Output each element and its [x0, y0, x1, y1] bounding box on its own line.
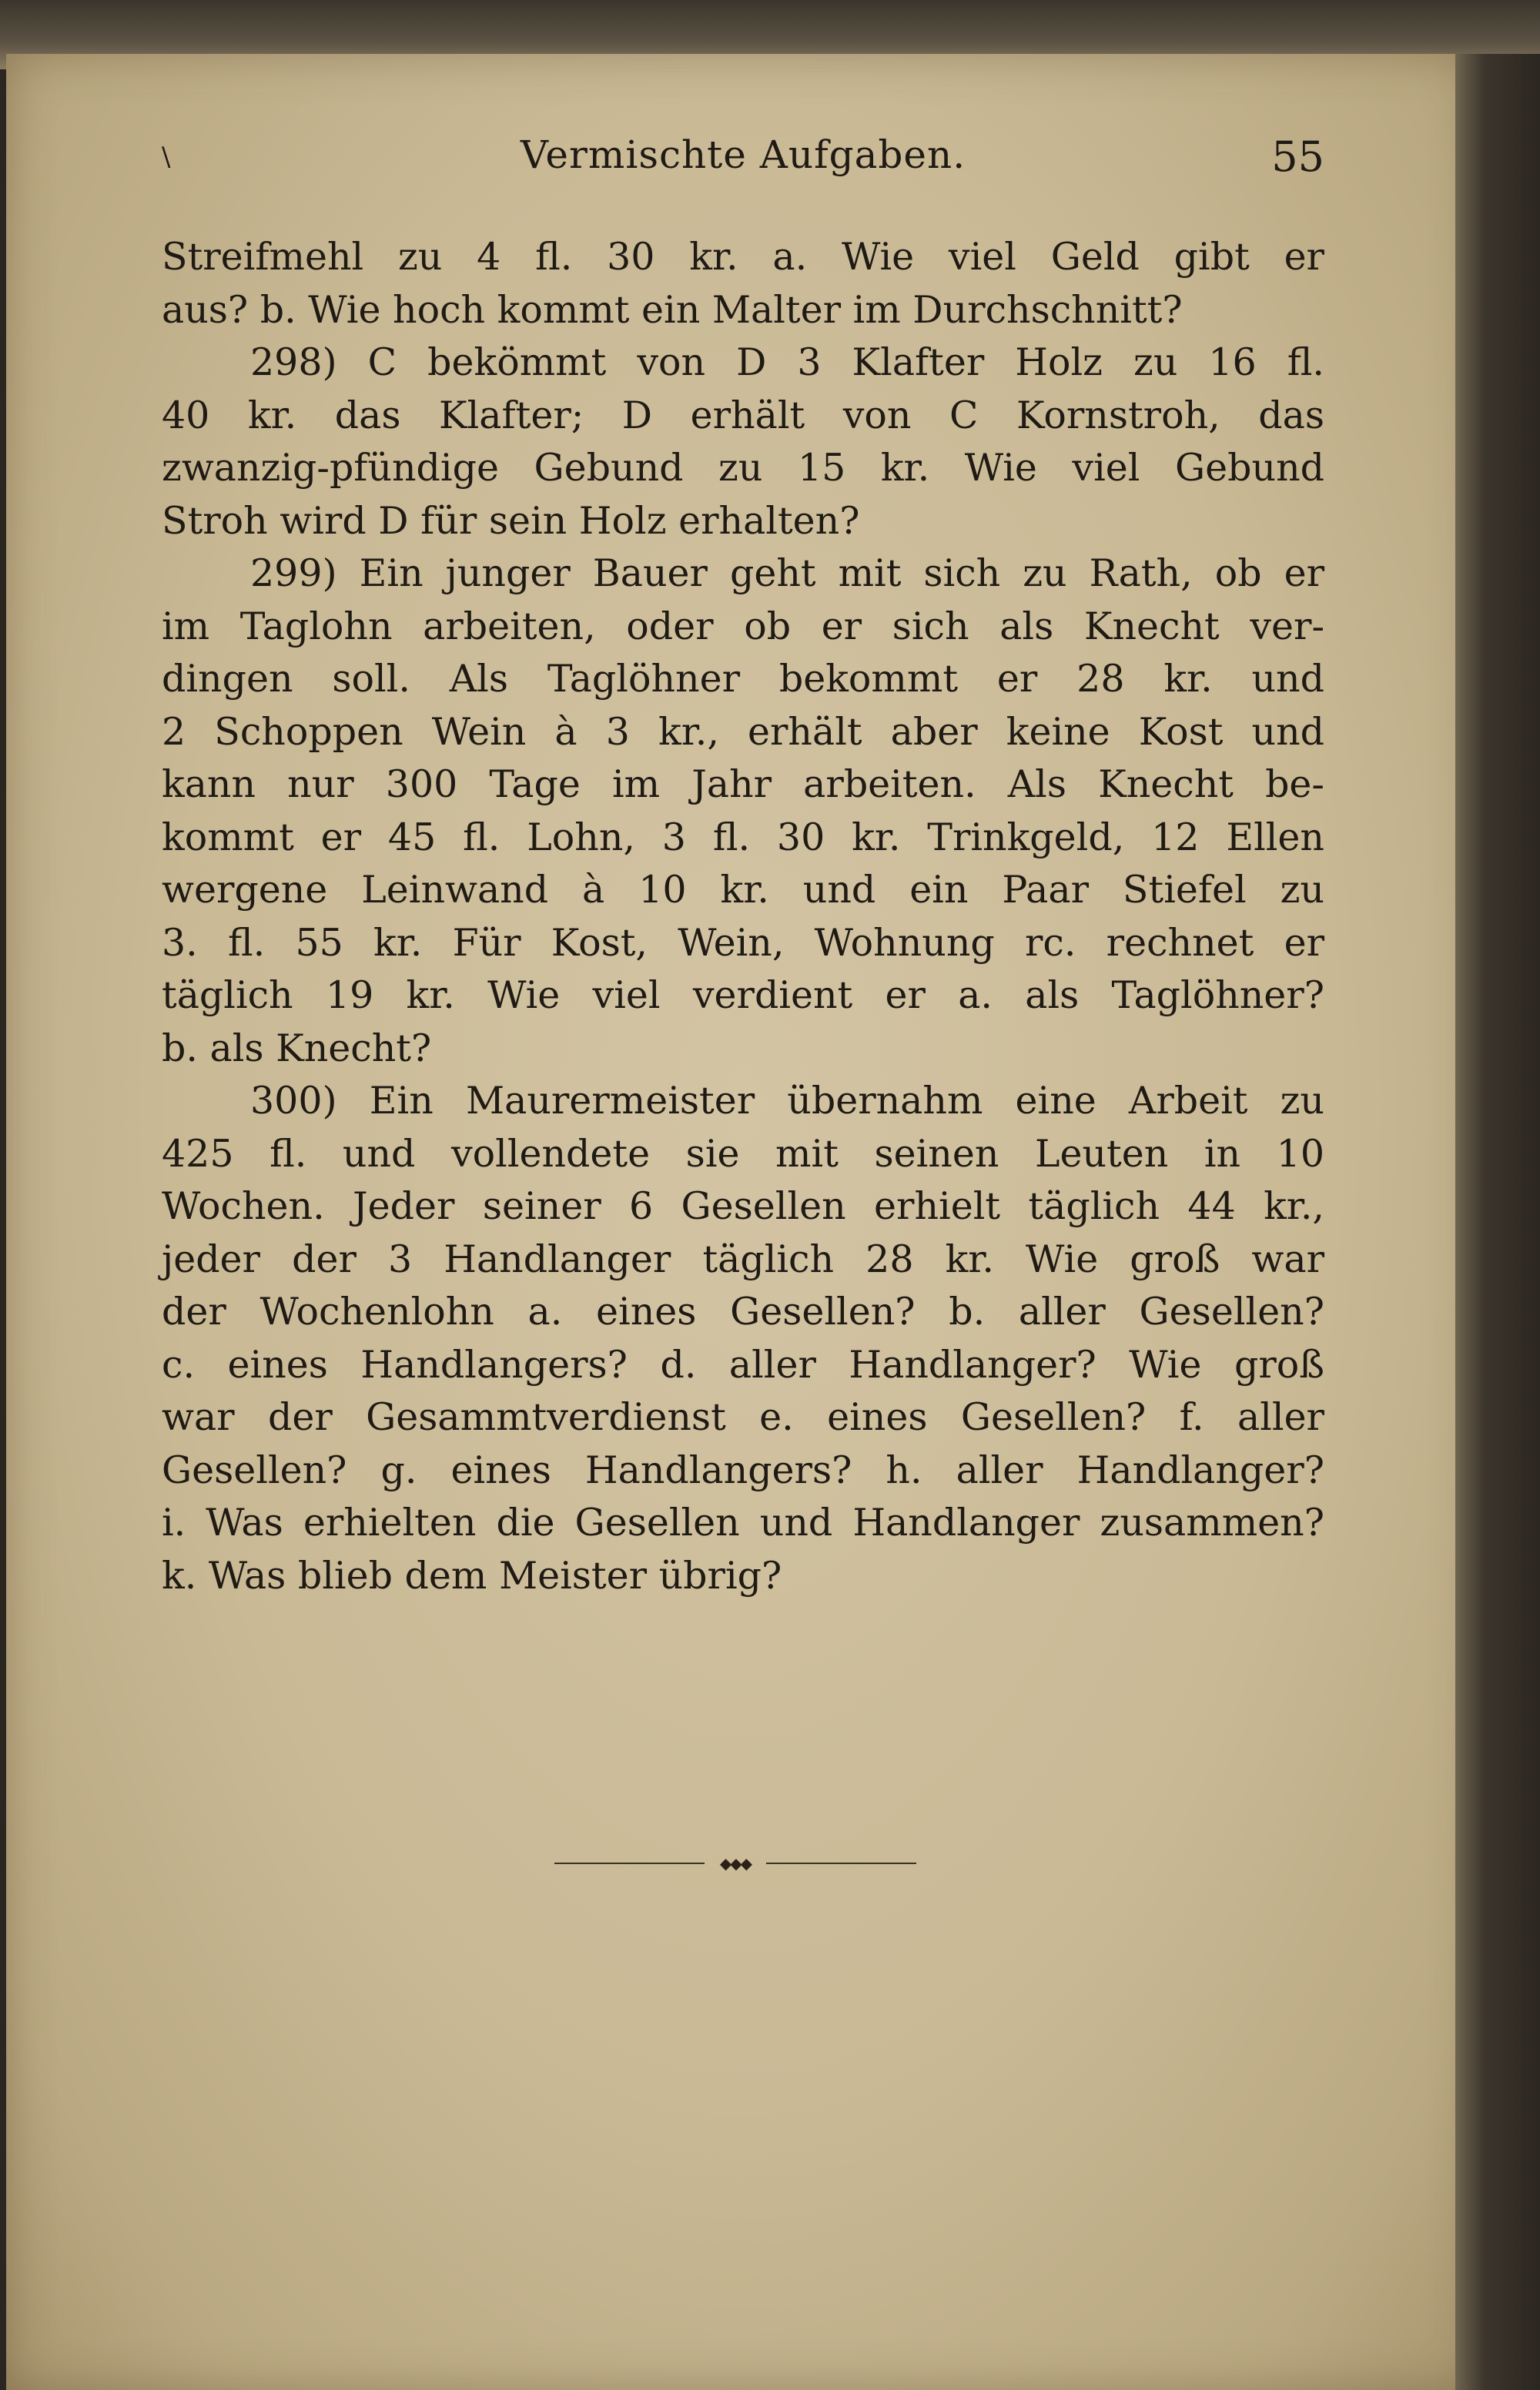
- ornament-rule-left: [554, 1863, 705, 1864]
- text-line: im Taglohn arbeiten, oder ob er sich als Knecht ver-: [162, 604, 1324, 648]
- text-line: wergene Leinwand à 10 kr. und ein Paar Stiefel zu: [162, 868, 1324, 912]
- book-binding-edge: [1455, 54, 1540, 2390]
- text-line: zwanzig-pfündige Gebund zu 15 kr. Wie viel Gebund: [162, 446, 1324, 490]
- text-line: täglich 19 kr. Wie viel verdient er a. als Taglöhner?: [162, 973, 1324, 1017]
- text-line: kann nur 300 Tage im Jahr arbeiten. Als Knecht be-: [162, 762, 1324, 806]
- text-line: 3. fl. 55 kr. Für Kost, Wein, Wohnung rc. rechnet er: [162, 920, 1324, 965]
- text-line: dingen soll. Als Taglöhner bekommt er 28 kr. und: [162, 657, 1324, 701]
- text-line: Streifmehl zu 4 fl. 30 kr. a. Wie viel Geld gibt er: [162, 235, 1324, 279]
- problem-299-start: 299) Ein junger Bauer geht mit sich zu Rath, ob er: [250, 551, 1324, 595]
- text-line: i. Was erhielten die Gesellen und Handlanger zusammen?: [162, 1501, 1324, 1545]
- end-ornament: [554, 1856, 916, 1871]
- text-line: war der Gesammtverdienst e. eines Gesellen? f. aller: [162, 1395, 1324, 1439]
- text-line: c. eines Handlangers? d. aller Handlanger? Wie groß: [162, 1342, 1324, 1387]
- text-line: Gesellen? g. eines Handlangers? h. aller Handlanger?: [162, 1448, 1324, 1492]
- section-title: Vermischte Aufgaben.: [520, 132, 966, 177]
- ornament-center: ◆◆◆: [719, 1854, 752, 1873]
- text-line: 2 Schoppen Wein à 3 kr., erhält aber keine Kost und: [162, 709, 1324, 754]
- text-line: 40 kr. das Klafter; D erhält von C Kornstroh, das: [162, 393, 1324, 437]
- text-line: k. Was blieb dem Meister übrig?: [162, 1553, 782, 1598]
- text-line: aus? b. Wie hoch kommt ein Malter im Durchschnitt?: [162, 287, 1183, 332]
- ornament-rule-right: [766, 1863, 916, 1864]
- page-body: [162, 231, 1324, 1602]
- running-header: [162, 132, 1324, 186]
- text-line: jeder der 3 Handlanger täglich 28 kr. Wie groß war: [162, 1237, 1324, 1281]
- text-line: 425 fl. und vollendete sie mit seinen Leuten in 10: [162, 1131, 1324, 1176]
- page-number: 55: [1271, 132, 1324, 181]
- problem-300-start: 300) Ein Maurermeister übernahm eine Arbeit zu: [250, 1079, 1324, 1123]
- text-line: der Wochenlohn a. eines Gesellen? b. aller Gesellen?: [162, 1290, 1324, 1334]
- text-line: b. als Knecht?: [162, 1026, 432, 1070]
- text-line: kommt er 45 fl. Lohn, 3 fl. 30 kr. Trinkgeld, 12 Ellen: [162, 815, 1324, 859]
- text-line: Wochen. Jeder seiner 6 Gesellen erhielt täglich 44 kr.,: [162, 1184, 1324, 1228]
- text-line: Stroh wird D für sein Holz erhalten?: [162, 498, 860, 543]
- header-mark: \: [162, 142, 171, 172]
- problem-298-start: 298) C bekömmt von D 3 Klafter Holz zu 16 fl.: [250, 340, 1324, 384]
